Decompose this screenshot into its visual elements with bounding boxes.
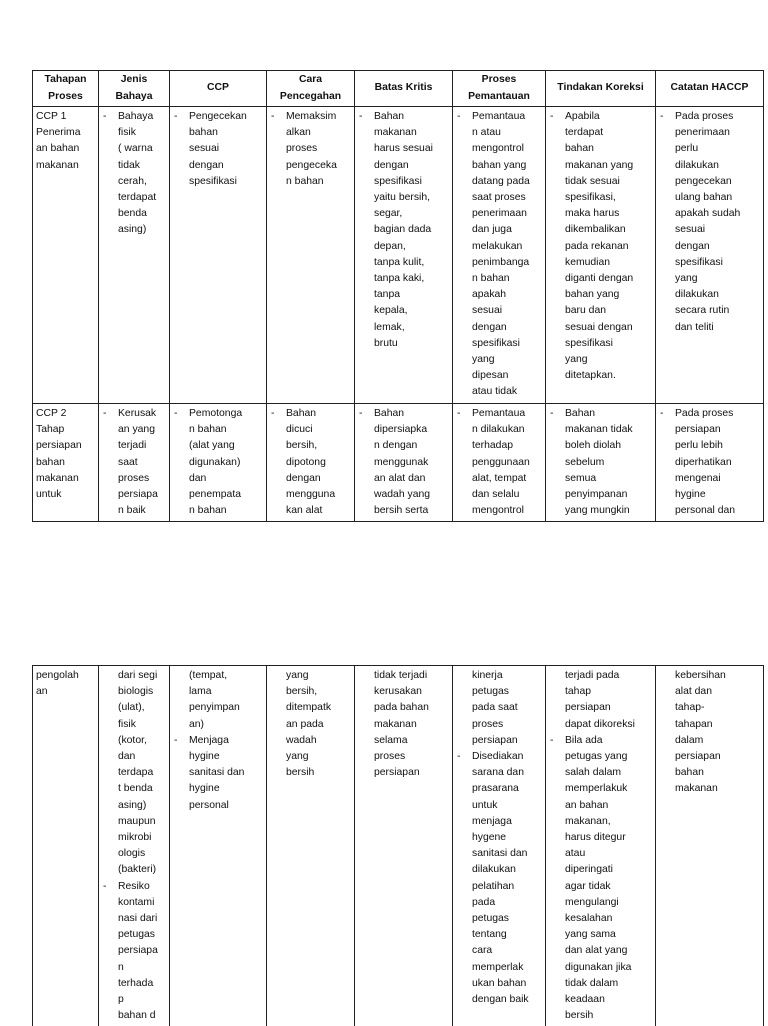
table-row-ccp1	[33, 107, 764, 404]
list-item: - Menjaga hygine sanitasi dan hygine personal	[173, 733, 263, 814]
list-item: - Pemantaua n atau mengontrol bahan yang datang pada saat proses penerimaan dan juga melakukan penimbanga n bahan apakah sesuai dengan spesifikasi yang dipesan atau tidak	[456, 109, 542, 401]
cell-correction	[546, 666, 656, 1026]
header-catatan-haccp: Catatan HACCP	[656, 71, 764, 107]
cell-ccp	[170, 404, 267, 522]
stage-text: CCP 2 Tahap persiapan bahan makanan untuk	[36, 406, 95, 503]
cell-monitoring	[453, 666, 546, 1026]
table-row-ccp2-continued	[33, 666, 764, 1026]
header-batas-kritis: Batas Kritis	[355, 71, 453, 107]
list-item: - Apabila terdapat bahan makanan yang tidak sesuai spesifikasi, maka harus dikembalikan pada rekanan kemudian diganti dengan bahan yang baru dan sesuai dengan spesifikasi yang ditetapkan.	[549, 109, 652, 384]
cell-stage	[33, 666, 99, 1026]
critical-continued-text: tidak terjadi kerusakan pada bahan makanan selama proses persiapan	[358, 668, 449, 781]
cell-prevention	[267, 404, 355, 522]
prevention-continued-text: yang bersih, ditempatk an pada wadah yang bersih	[270, 668, 351, 781]
cell-correction	[546, 404, 656, 522]
header-proses-pemantauan: Proses Pemantauan	[453, 71, 546, 107]
table-header-row	[33, 71, 764, 107]
header-cara-pencegahan: Cara Pencegahan	[267, 71, 355, 107]
correction-continued-text: terjadi pada tahap persiapan dapat dikoreksi	[549, 668, 652, 733]
cell-ccp	[170, 107, 267, 404]
hazard-continued-text: dari segi biologis (ulat), fisik (kotor, dan terdapa t benda asing) maupun mikrobi ologis (bakteri)	[102, 668, 166, 879]
haccp-table-page-2	[32, 665, 764, 1026]
list-item: - Bila ada petugas yang salah dalam memperlakuk an bahan makanan, harus ditegur atau diperingati agar tidak mengulangi kesalahan yang sama dan alat yang digunakan jika tidak dalam keadaan bersih	[549, 733, 652, 1024]
list-item: - Bahan dipersiapka n dengan menggunak an alat dan wadah yang bersih serta	[358, 406, 449, 519]
list-item: - Bahan makanan tidak boleh diolah sebelum semua penyimpanan yang mungkin	[549, 406, 652, 519]
cell-notes	[656, 404, 764, 522]
cell-stage	[33, 404, 99, 522]
cell-ccp	[170, 666, 267, 1026]
cell-hazard	[99, 666, 170, 1026]
table-row-ccp2	[33, 404, 764, 522]
cell-notes	[656, 107, 764, 404]
cell-critical-limit	[355, 404, 453, 522]
cell-stage	[33, 107, 99, 404]
stage-text: CCP 1 Penerima an bahan makanan	[36, 109, 95, 174]
header-tindakan-koreksi: Tindakan Koreksi	[546, 71, 656, 107]
cell-critical-limit	[355, 666, 453, 1026]
header-jenis-bahaya: Jenis Bahaya	[99, 71, 170, 107]
cell-monitoring	[453, 404, 546, 522]
list-item: - Pemotonga n bahan (alat yang digunakan) dan penempata n bahan	[173, 406, 263, 519]
list-item: - Bahaya fisik ( warna tidak cerah, terdapat benda asing)	[102, 109, 166, 239]
list-item: - Bahan dicuci bersih, dipotong dengan mengguna kan alat	[270, 406, 351, 519]
cell-prevention	[267, 666, 355, 1026]
cell-notes	[656, 666, 764, 1026]
list-item: - Pada proses penerimaan perlu dilakukan pengecekan ulang bahan apakah sudah sesuai dengan spesifikasi yang dilakukan secara rutin dan teliti	[659, 109, 760, 336]
list-item: - Pada proses persiapan perlu lebih diperhatikan mengenai hygine personal dan	[659, 406, 760, 519]
ccp-continued-text: (tempat, lama penyimpan an)	[173, 668, 263, 733]
list-item: - Resiko kontami nasi dari petugas persiapa n terhada p bahan d	[102, 879, 166, 1024]
stage-text: pengolah an	[36, 668, 95, 700]
notes-continued-text: kebersihan alat dan tahap- tahapan dalam persiapan bahan makanan	[659, 668, 760, 798]
cell-critical-limit	[355, 107, 453, 404]
cell-hazard	[99, 107, 170, 404]
header-ccp: CCP	[170, 71, 267, 107]
list-item: - Memaksim alkan proses pengeceka n bahan	[270, 109, 351, 190]
cell-monitoring	[453, 107, 546, 404]
cell-hazard	[99, 404, 170, 522]
cell-prevention	[267, 107, 355, 404]
cell-correction	[546, 107, 656, 404]
haccp-table-page-1	[32, 70, 764, 522]
list-item: - Disediakan sarana dan prasarana untuk menjaga hygene sanitasi dan dilakukan pelatihan pada petugas tentang cara memperlak ukan bahan dengan baik	[456, 749, 542, 1008]
list-item: - Bahan makanan harus sesuai dengan spesifikasi yaitu bersih, segar, bagian dada depan, tanpa kulit, tanpa kaki, tanpa kepala, lemak, brutu	[358, 109, 449, 352]
list-item: - Pemantaua n dilakukan terhadap penggunaan alat, tempat dan selalu mengontrol	[456, 406, 542, 519]
header-tahapan-proses: Tahapan Proses	[33, 71, 99, 107]
list-item: - Pengecekan bahan sesuai dengan spesifikasi	[173, 109, 263, 190]
monitoring-continued-text: kinerja petugas pada saat proses persiapan	[456, 668, 542, 749]
list-item: - Kerusak an yang terjadi saat proses persiapa n baik	[102, 406, 166, 519]
